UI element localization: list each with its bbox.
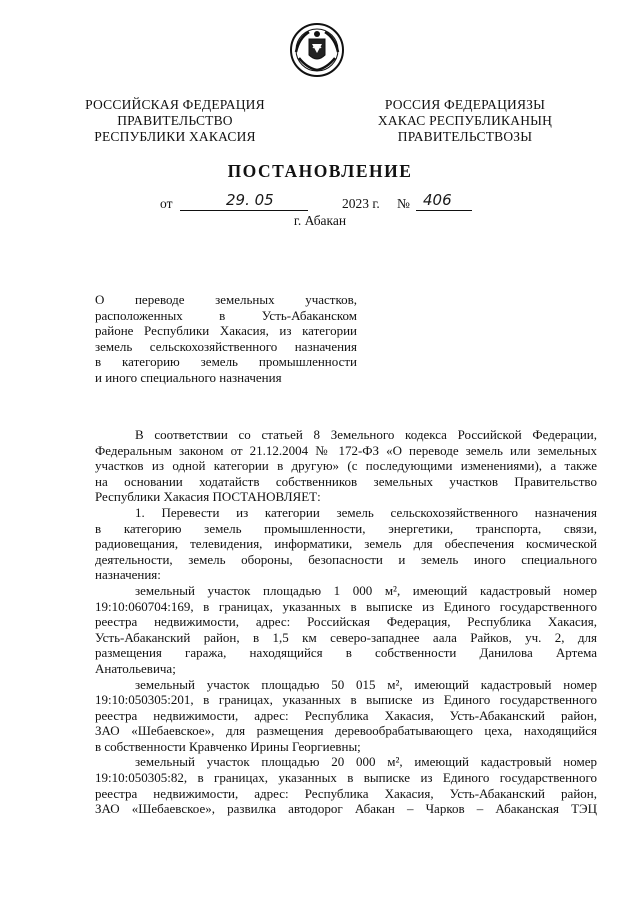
date-underline: [180, 210, 308, 211]
subject-line: районе Республики Хакасия, из категории: [95, 323, 357, 338]
body-line: ЗАО «Шебаевское», развилка автодорог Абакан – Чарков – Абаканская ТЭЦ: [95, 801, 597, 817]
body-text: [95, 427, 597, 817]
subject-line: О переводе земельных участков,: [95, 292, 357, 307]
header-right-line: ПРАВИТЕЛЬСТВОЗЫ: [397, 129, 533, 144]
header-right-block: [350, 97, 580, 145]
body-line: в категорию земель промышленности, энергетики, транспорта, связи,: [95, 520, 597, 536]
header-right-line: ХАКАС РЕСПУБЛИКАНЫҢ: [377, 113, 553, 128]
header-left-line: РЕСПУБЛИКИ ХАКАСИЯ: [94, 129, 256, 144]
body-line: реестра недвижимости, адрес: Республика Хакасия, Усть-Абаканский район,: [95, 785, 597, 801]
body-line: 19:10:050305:82, в границах, указанных в выписке из Единого государственного: [95, 770, 597, 786]
body-line: реестра недвижимости, адрес: Российская Федерация, Республика Хакасия,: [95, 614, 597, 630]
number-sign: №: [397, 196, 410, 211]
body-line: деятельности, земель обороны, безопасности и земель иного специального: [95, 551, 597, 567]
body-line: размещения гаража, находящийся в собственности Данилова Артема: [95, 645, 597, 661]
date-prefix: от: [160, 196, 173, 211]
document-title: ПОСТАНОВЛЕНИЕ: [227, 161, 413, 181]
city-label: г. Абакан: [293, 213, 347, 228]
body-line: назначения:: [95, 567, 161, 583]
subject-block: [95, 292, 357, 385]
body-line: реестра недвижимости, адрес: Республика Хакасия, Усть-Абаканский район,: [95, 707, 597, 723]
body-line: участков из одной категории в другую» (с последующими изменениями), а также: [95, 458, 597, 474]
header-left-line: ПРАВИТЕЛЬСТВО: [117, 113, 233, 128]
coat-of-arms-icon: [287, 22, 347, 78]
header-left-line: РОССИЙСКАЯ ФЕДЕРАЦИЯ: [85, 97, 265, 112]
body-line: радиовещания, телевидения, информатики, земель для обеспечения космической: [95, 536, 597, 552]
subject-line: расположенных в Усть-Абаканском: [95, 307, 357, 323]
body-line: 19:10:050305:201, в границах, указанных в выписке из Единого государственного: [95, 692, 597, 708]
body-line: земельный участок площадью 20 000 м², имеющий кадастровый номер: [135, 754, 597, 770]
body-line: Анатольевича;: [95, 660, 176, 676]
year-label: 2023 г.: [342, 196, 380, 211]
body-line: Усть-Абаканский район, в 1,5 км северо-западнее аала Райков, уч. 2, для: [95, 629, 597, 645]
body-line: земельный участок площадью 1 000 м², имеющий кадастровый номер: [135, 582, 597, 598]
header-left-block: [70, 97, 280, 145]
subject-line: земель сельскохозяйственного назначения: [95, 338, 357, 354]
handwritten-date: 29. 05: [226, 191, 274, 209]
body-line: Федеральным законом от 21.12.2004 № 172-ФЗ «О переводе земель или земельных: [95, 442, 597, 458]
subject-line: и иного специального назначения: [95, 369, 282, 385]
body-line: на основании ходатайств собственников земельных участков Правительство: [95, 473, 597, 489]
body-line: ЗАО «Шебаевское», для размещения деревообрабатывающего цеха, находящийся: [95, 723, 597, 739]
body-line: в собственности Кравченко Ирины Георгиевны;: [95, 738, 361, 754]
body-line: 19:10:060704:169, в границах, указанных в выписке из Единого государственного: [95, 598, 597, 614]
handwritten-number: 406: [423, 191, 452, 209]
number-underline: [416, 210, 472, 211]
body-line: 1. Перевести из категории земель сельскохозяйственного назначения: [135, 504, 597, 520]
header-right-line: РОССИЯ ФЕДЕРАЦИЯЗЫ: [384, 97, 546, 112]
body-line: земельный участок площадью 50 015 м², имеющий кадастровый номер: [135, 676, 597, 692]
body-line: В соответствии со статьей 8 Земельного кодекса Российской Федерации,: [135, 427, 597, 442]
body-line: Республики Хакасия ПОСТАНОВЛЯЕТ:: [95, 489, 321, 505]
subject-line: в категорию земель промышленности: [95, 354, 357, 369]
